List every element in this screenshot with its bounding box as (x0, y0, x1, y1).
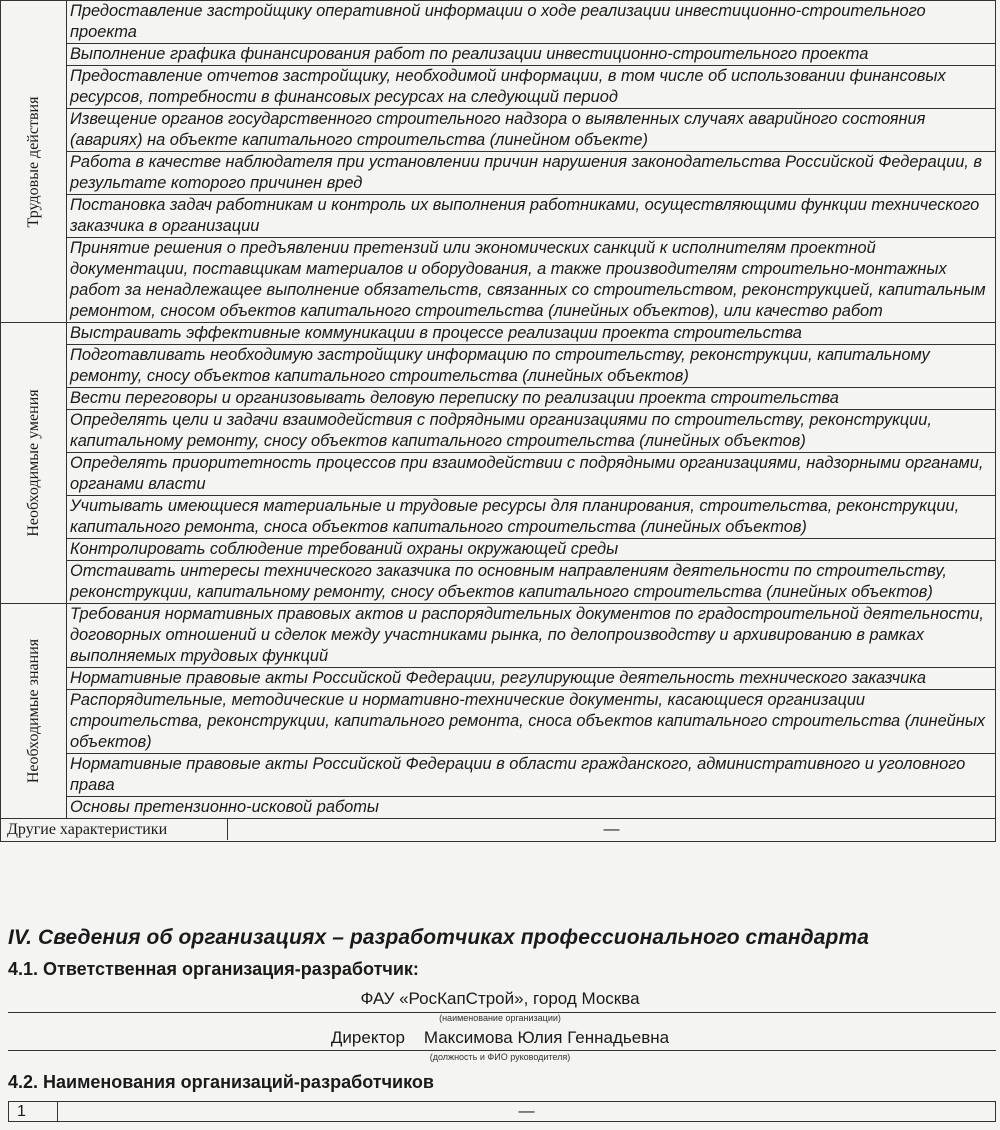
table-row (1, 410, 996, 453)
head-caption: (должность и ФИО руководителя) (429, 1052, 571, 1062)
group-label: Необходимые умения (24, 389, 42, 537)
table-cell-item: Постановка задач работникам и контроль их выполнения работниками, осуществляющими функции технического заказчика в организации (67, 195, 996, 238)
table-cell-item: Выполнение графика финансирования работ по реализации инвестиционно-строительного проекта (67, 44, 996, 66)
table-cell-item: Отстаивать интересы технического заказчика по основным направлениям деятельности по строительству, реконструкции, капитальному ремонту, сносу объектов капитального строительства (линейных объектов) (67, 561, 996, 604)
table-cell-item: Требования нормативных правовых актов и распорядительных документов по градостроительной деятельности, договорных отношений и сделок между участниками рынка, по делопроизводству и архивированию в рамках выполняемых трудовых функций (67, 604, 996, 668)
group-label: Необходимые знания (24, 638, 42, 784)
table-row (1, 195, 996, 238)
table-row (1, 797, 996, 819)
table-cell-item: Определять цели и задачи взаимодействия с подрядными организациями по строительству, реконструкции, капитальному ремонту, сносу объектов капитального строительства (линейных объектов) (67, 410, 996, 453)
developer-name: — (58, 1102, 996, 1122)
section-iv-title: IV. Сведения об организациях – разработчиках профессионального стандарта (8, 926, 870, 949)
table-row (1, 152, 996, 195)
table-row (1, 453, 996, 496)
table-row (1, 238, 996, 323)
table-cell-item: Вести переговоры и организовывать деловую переписку по реализации проекта строительства (67, 388, 996, 410)
developer-number: 1 (9, 1102, 58, 1122)
table-row (1, 539, 996, 561)
other-characteristics-value: — (603, 821, 620, 838)
table-cell-item: Нормативные правовые акты Российской Федерации в области гражданского, административного и уголовного права (67, 754, 996, 797)
table-cell-item: Предоставление застройщику оперативной информации о ходе реализации инвестиционно-строительного проекта (67, 1, 996, 44)
table-row (1, 690, 996, 754)
table-cell-item: Выстраивать эффективные коммуникации в процессе реализации проекта строительства (67, 323, 996, 345)
table-cell-item: Основы претензионно-исковой работы (67, 797, 996, 819)
group-label: Трудовые действия (24, 96, 42, 227)
table-cell-item: Определять приоритетность процессов при взаимодействии с подрядными организациями, надзорными органами, органами власти (67, 453, 996, 496)
table-row (1, 388, 996, 410)
table-row (1, 754, 996, 797)
table-cell-item: Работа в качестве наблюдателя при установлении причин нарушения законодательства Российской Федерации, в результате которого причинен вред (67, 152, 996, 195)
other-characteristics-label: Другие характеристики (1, 819, 228, 840)
table-row (1, 561, 996, 604)
group-label-cell (1, 604, 67, 819)
table-row (1, 668, 996, 690)
developers-table (8, 1101, 996, 1122)
head-rule (8, 1050, 996, 1051)
table-row (1, 44, 996, 66)
table-row (1, 66, 996, 109)
developer-row (9, 1102, 996, 1122)
organization-name: ФАУ «РосКапСтрой», город Москва (360, 989, 640, 1008)
table-row (1, 1, 996, 44)
section-4-1-title: 4.1. Ответственная организация-разработчик: (8, 959, 419, 979)
group-label-cell (1, 323, 67, 604)
table-row (1, 109, 996, 152)
table-row (1, 604, 996, 668)
group-label-cell (1, 1, 67, 323)
head-position: Директор (330, 1028, 405, 1047)
table-row (1, 323, 996, 345)
table-row (1, 345, 996, 388)
table-cell-item: Подготавливать необходимую застройщику информацию по строительству, реконструкции, капитальному ремонту, сносу объектов капитального строительства (линейных объектов) (67, 345, 996, 388)
table-cell-item: Распорядительные, методические и нормативно-технические документы, касающиеся организации строительства, реконструкции, капитального ремонта, сноса объектов капитального строительства (линейных объектов) (67, 690, 996, 754)
organization-head (0, 1028, 1000, 1048)
table-cell-item: Контролировать соблюдение требований охраны окружающей среды (67, 539, 996, 561)
table-cell-item: Принятие решения о предъявлении претензий или экономических санкций к исполнителям проектной документации, поставщикам материалов и оборудования, а также производителям строительно-монтажных работ за ненадлежащее выполнение обязательств, связанных со строительством, реконструкцией, капитальным ремонтом, сносом объектов капитального строительства (линейных объектов), или качество работ (67, 238, 996, 323)
other-characteristics-row (1, 819, 996, 842)
head-name: Максимова Юлия Геннадьевна (423, 1028, 670, 1047)
table-cell-item: Извещение органов государственного строительного надзора о выявленных случаях аварийного состояния (авариях) на объекте капитального строительства (линейном объекте) (67, 109, 996, 152)
org-name-caption: (наименование организации) (439, 1013, 561, 1023)
table-cell-item: Предоставление отчетов застройщику, необходимой информации, в том числе об использовании финансовых ресурсов, потребности в финансовых ресурсах на следующий период (67, 66, 996, 109)
section-4-2-title: 4.2. Наименования организаций-разработчиков (8, 1072, 434, 1092)
table-cell-item: Учитывать имеющиеся материальные и трудовые ресурсы для планирования, строительства, реконструкции, капитального ремонта, сноса объектов капитального строительства (линейных объектов) (67, 496, 996, 539)
table-row (1, 496, 996, 539)
table-cell-item: Нормативные правовые акты Российской Федерации, регулирующие деятельность технического заказчика (67, 668, 996, 690)
